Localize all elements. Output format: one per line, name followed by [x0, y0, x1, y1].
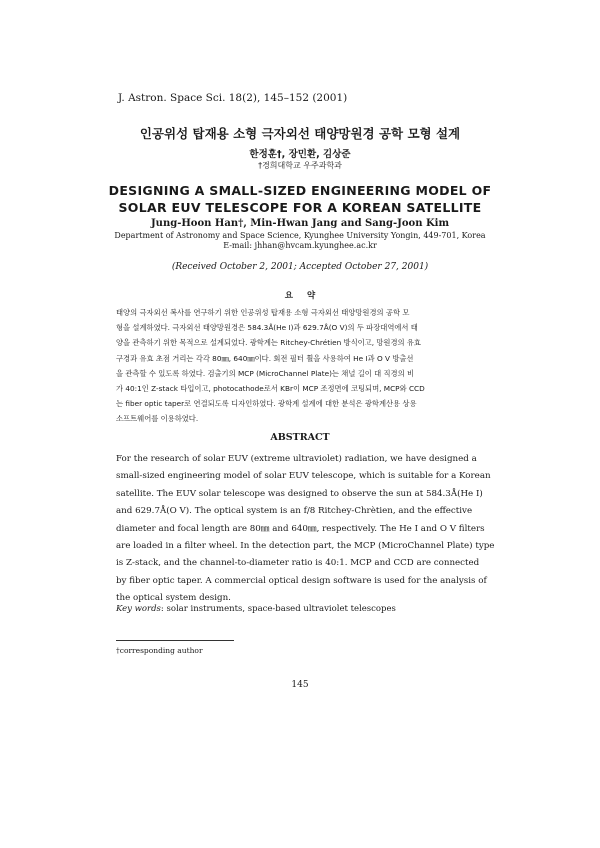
korean-abstract-line: 형을 설계하였다. 극자외선 태양망원경은 584.3Å(He I)과 629.7Å(O V)의 두 파장대역에서 태 — [116, 323, 418, 333]
abstract-line: For the research of solar EUV (extreme ultraviolet) radiation, we have designed a — [116, 454, 477, 464]
abstract-line: small-sized engineering model of solar EUV telescope, which is suitable for a Korean — [116, 471, 491, 482]
department: Department of Astronomy and Space Science, Kyunghee University Yongin, 449-701, Korea — [114, 231, 486, 240]
english-authors: Jung-Hoon Han†, Min-Hwan Jang and Sang-Joon Kim — [150, 218, 450, 229]
english-title-line-2: SOLAR EUV TELESCOPE FOR A KOREAN SATELLITE — [118, 200, 482, 215]
abstract-heading: ABSTRACT — [270, 432, 330, 443]
abstract-line: diameter and focal length are 80㎜ and 640㎜, respectively. The He I and O V filters — [116, 523, 485, 534]
abstract-body — [116, 451, 496, 608]
korean-abstract — [116, 305, 488, 427]
keywords-label: Key words — [116, 604, 161, 614]
korean-abstract-line: 태양의 극자외선 복사를 연구하기 위한 인공위성 탑재용 소형 극자외선 태양망원경의 공학 모 — [116, 308, 410, 317]
keywords — [116, 604, 396, 614]
korean-title: 인공위성 탑재용 소형 극자외선 태양망원경 공학 모형 설계 — [139, 126, 461, 141]
abstract-line: and 629.7Å(O V). The optical system is an f/8 Ritchey-Chrètien, and the effective — [116, 506, 473, 517]
abstract-line: is Z-stack, and the channel-to-diameter ratio is 40:1. MCP and CCD are connected — [116, 558, 480, 569]
english-title-line-1: DESIGNING A SMALL-SIZED ENGINEERING MODEL OF — [108, 183, 492, 198]
korean-authors: 한정훈†, 장민환, 김상준 — [249, 149, 351, 160]
korean-abstract-line: 구경과 유효 초점 거리는 각각 80㎜, 640㎜이다. 회전 필터 휠을 사용하여 He I과 O V 방출선 — [116, 353, 414, 363]
abstract-line: by fiber optic taper. A commercial optical design software is used for the analysis of — [116, 575, 487, 586]
korean-abstract-line: 소프트웨어를 이용하였다. — [116, 414, 199, 424]
abstract-line: satellite. The EUV solar telescope was designed to observe the sun at 584.3Å(He I) — [116, 488, 483, 499]
footnote: †corresponding author — [116, 646, 203, 655]
korean-abstract-line: 가 40:1인 Z-stack 타입이고, photocathode로서 KBr이 MCP 조정면에 코팅되며, MCP와 CCD — [116, 384, 425, 394]
affiliation-block — [0, 231, 600, 251]
abstract-line: are loaded in a filter wheel. In the detection part, the MCP (MicroChannel Plate) type — [116, 541, 495, 552]
korean-abstract-heading: 요약 — [284, 291, 330, 301]
page-number: 145 — [291, 680, 309, 690]
received-date: (Received October 2, 2001; Accepted October 27, 2001) — [171, 262, 429, 272]
footnote-rule — [116, 640, 234, 641]
journal-citation: J. Astron. Space Sci. 18(2), 145–152 (2001) — [118, 92, 348, 104]
korean-abstract-line: 을 관측할 수 있도록 하였다. 검출기의 MCP (MicroChannel Plate)는 채널 길이 대 직경의 비 — [116, 368, 415, 378]
email: E-mail: jhhan@hvcam.kyunghee.ac.kr — [223, 241, 377, 250]
english-title — [0, 182, 600, 216]
korean-affiliation: †경희대학교 우주과학과 — [258, 161, 342, 170]
abstract-line: the optical system design. — [116, 593, 231, 604]
keywords-text: : solar instruments, space-based ultraviolet telescopes — [160, 604, 396, 614]
korean-abstract-line: 양을 관측하기 위한 목적으로 설계되었다. 광학계는 Ritchey-Chrétien 방식이고, 망원경의 유효 — [116, 338, 421, 348]
korean-abstract-line: 는 fiber optic taper로 연결되도록 디자인하였다. 광학계 설계에 대한 분석은 광학계산용 상용 — [116, 399, 417, 409]
